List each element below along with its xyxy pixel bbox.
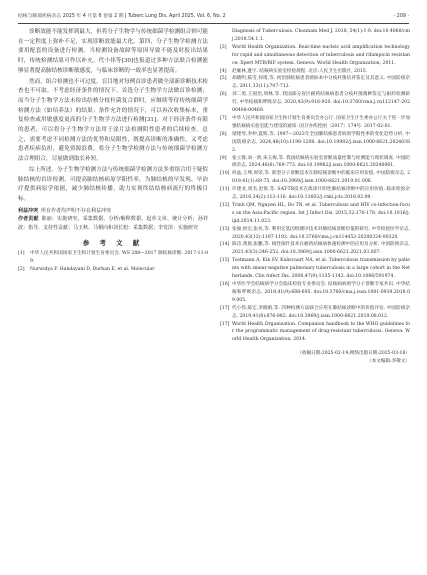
reference-item <box>220 241 410 257</box>
received-dates: （收稿日期:2025-02-19;网络出版日期:2025-03-18） <box>297 351 410 357</box>
reference-text: Diagnosis of Tuberculosis. Chonnam Med J. 2018, 54(1):1-9. doi:10.4068/cmj.2018.54.1.1. <box>232 29 410 42</box>
reference-item <box>220 281 410 305</box>
reference-number: [7] <box>220 115 227 121</box>
reference-item <box>220 202 410 226</box>
reference-text: 何晶,王坤,周荣,等. 新型分子诊断技术在肺结核诊断中的临床应用价值. 中国防痨杂志, 2019,41(1):69-75. doi:10.3969/j.issn.1000-6621.2019.01.006. <box>232 171 410 185</box>
author-contributions <box>18 215 208 232</box>
reference-text: 张俊,侯宏,张亮,等. 利用宏基因组测序技术对肺结核诊断价值的研究. 中华检验医学杂志, 2020,43(12):1187-1192. doi:10.3760/cma.j.cn114452-20200324-00320. <box>232 226 410 240</box>
reference-number: [9] <box>220 155 227 161</box>
reference-text: 中华医学会结核病学分会临床检验专业委员会. 结核病病原学分子诊断专家共识. 中华结核和呼吸杂志, 2018,41(9):688-695. doi:10.3760/cma.j.issn.1001-0939.2018.09.005. <box>232 282 410 303</box>
reference-text: 中华人民共和国国家卫生和计划生育委员会办公厅. 国家卫生计生委办公厅关于进一步加强结核病实验室能力建设的通知. 国卫办疾控函〔2017〕174号. 2017-02-01. <box>232 115 410 129</box>
conflict-of-interest <box>18 207 208 216</box>
reference-number: [15] <box>220 258 230 264</box>
reference-item <box>220 321 410 345</box>
reference-item <box>220 226 410 242</box>
reference-number: [5] <box>220 76 227 82</box>
reference-number: [17] <box>220 321 230 327</box>
body-paragraph: 然而，组合检测也不可过度，盲目地对每例首诊患者做全部新诊断技术检查也不可取。不考虑经济条件的情况下，首选分子生物学方法做首诊检测；而当分子生物学方法未检出结核分枝杆菌复合群时，应继续等待传统细菌学检测方法（如培养法）的结果；条件允许的情况下，可以再次收集标本，重复检查或用敏感度更高的分子生物学方法进行检测[31]。对于经济条件有限的患者，可以将分子生物学方法用于涂片法检测阴性患者的后续检查。总之，需要考虑不同检测方法的优势和局限性，既提高诊断的准确性，又考虑患者疾病负担，避免资源浪费。将分子生物学检测方法与传统细菌学检测方法合理组合，尽量做到取长补短。 <box>18 78 208 163</box>
reference-item <box>220 257 410 281</box>
reference-text: 赵雁林,逢宇. 结核病实验室检验规程. 北京:人民卫生出版社, 2015. <box>232 68 368 74</box>
reference-item <box>220 91 410 115</box>
reference-text: 许建业,周杰,赵蓉,等. SAT-TB技术在痰涂片阴性肺结核诊断中的应用价值. 临床检验杂志, 2016,34(2):113-116. doi:10.13602/j.cnki.jcls.2016.02.09. <box>232 187 410 201</box>
reference-item <box>220 170 410 186</box>
reference-item <box>220 305 410 321</box>
left-column <box>18 28 208 563</box>
reference-number: [6] <box>220 92 227 98</box>
reference-item <box>18 250 208 266</box>
reference-number <box>220 28 232 44</box>
credit-label: 利益冲突 <box>18 207 39 214</box>
reference-text: 刘二勇,王国治,周林,等. 我国部分省区耐药结核病患者分枝杆菌菌种鉴定与耐药检测研究. 中华结核和呼吸杂志, 2020,43(9):916-920. doi:10.3760/cma.j.cn112147-20200408-00469. <box>232 92 410 114</box>
right-column <box>220 28 410 563</box>
reference-text: 张立群,刘一典,朱玉梅,等. 我国结核病实验室诊断质量控制与检测能力现状调查. 中国防痨杂志, 2024,46(6):769-773. doi:10.19982/j.issn.1000-6621.20240061. <box>232 155 410 169</box>
reference-number: [13] <box>220 226 230 232</box>
reference-item <box>220 155 410 171</box>
reference-text: Tostmann A, Kik SV, Kalisvaart NA, et al. Tuberculosis transmission by patients with smear-negative pulmonary tuberculosis in a large cohort in the Netherlands. Clin Infect Dis, 2008,47(9):1135-1142. doi:10.1086/591974. <box>232 258 410 280</box>
reference-text: 代小伟,陈宏,李晓娟,等. 四种检测方法联合应用在肺结核诊断中的价值评估. 中国防痨杂志, 2019,41(8):876-882. doi:10.3969/j.issn.1000-6621.2019.08.012. <box>232 305 410 319</box>
reference-text: 陈诗,黄晨,张鹏,等. 线性探针技术在耐药结核病快速检测中的应用及分析. 中国防痨杂志, 2021,43(3):246-252. doi:10.3969/j.issn.1000-6621.2021.03.007. <box>232 242 410 256</box>
reference-list-left <box>18 250 208 274</box>
body-paragraph: 诊断效能不能发挥到最大，但将分子生物学与传统细菌学检测组合则可能在一定程度上弥补不足，实现诊断效能最大化。第四，分子生物学检测方法要用配套的设备进行检测。当检测设备故障等原因导致不能及时报出结果时，传统检测结果可作以补充。代小伟等[30]也报道过多种方法联合检测能够显著提高肺结核诊断敏感度，与临床诊断的一致率也显著提高。 <box>18 29 208 74</box>
reference-item <box>220 75 410 91</box>
reference-item <box>18 266 208 274</box>
reference-item <box>220 68 410 76</box>
reference-number: [10] <box>220 171 230 177</box>
reference-number: [1] <box>18 251 25 257</box>
reference-number: [14] <box>220 242 230 248</box>
page-number: · 209 · <box>393 14 409 19</box>
header-rule <box>18 23 409 24</box>
reference-text: Trinh QM, Nguyen HL, Do TN, et al. Tuberculosis and HIV co-infection-focus on the Asia-Pacific region. Int J Infect Dis, 2015,32:170-178. doi:10.1016/j.ijid.2014.11.023. <box>232 202 410 224</box>
reference-number: [16] <box>220 282 230 287</box>
reference-list-right <box>220 28 410 344</box>
reference-number: [11] <box>220 187 230 193</box>
reference-number: [12] <box>220 202 230 208</box>
reference-item <box>220 131 410 155</box>
credit-text: 所有作者均声明不存在利益冲突 <box>41 207 112 214</box>
running-header <box>18 12 409 22</box>
article-credits <box>18 207 208 233</box>
editor-note: （本文编辑:李敬文） <box>367 359 410 365</box>
reference-item <box>220 44 410 68</box>
reference-text: World Health Organization. Real-time nucleic acid amplification technology for rapid and simultaneous detection of tuberculosis and rifampicin resistance: Xpert MTB/RIF system. Geneva: World Health Organization, 2011. <box>232 44 410 66</box>
reference-text: World Health Organization. Companion handbook to the WHO guidelines for the programmatic management of drug-resistant tuberculosis. Geneva: World Health Organization, 2014. <box>232 321 410 343</box>
references-heading: 参 考 文 献 <box>82 239 144 248</box>
reference-number: [4] <box>220 68 227 74</box>
reference-number: [8] <box>220 131 227 137</box>
article-dates-note <box>220 350 410 366</box>
reference-item <box>220 28 410 44</box>
reference-text: 中华人民共和国国家卫生和计划生育委员会. WS 288—2017 肺结核诊断. 2017-11-09. <box>30 251 208 265</box>
reference-text: Nurwidya F, Handayani D, Burhan E, et al. Molecular <box>30 267 155 273</box>
reference-number: [3] <box>220 44 227 50</box>
reference-number: [17] <box>220 305 230 311</box>
reference-number: [2] <box>18 267 25 273</box>
journal-title: 结核与肺部疾病杂志 2025 年 4 月第 6 卷第 2 期 J Tuberc Lung Dis, April 2025, Vol. 6, No. 2 <box>18 14 226 19</box>
credit-text: 陈丽：实施研究、采集数据、分析/解释数据、起草文章、统计分析；孙祥波：指导、支持性贡献；马玉秋、马桐向和刘长旭：采集数据；李发滨：实施研究 <box>18 216 208 231</box>
credit-label: 作者贡献 <box>18 216 39 223</box>
reference-item <box>220 115 410 131</box>
reference-text: 梁建琴,李仲,夏辉,等. 1997—2023年全国肺结核患者病原学阳性率的变化趋势分析. 中国防痨杂志, 2024,46(10):1198-1208. doi:10.19982/j.issn.1000-6621.20240382. <box>232 131 410 153</box>
reference-item <box>220 186 410 202</box>
reference-text: 胡晓明,陈雪,何琦,等. 初治肺结核患者痰标本中分枝杆菌培养鉴定及其意义. 中国防痨杂志, 2011,33(11):707-712. <box>232 76 410 90</box>
body-paragraph: 综上所述，分子生物学检测方法与传统细菌学检测方法多重组合用于疑似肺结核的首诊检测，可提高肺结核病原学阳性率，为肺结核的早发现、早治疗提供病原学依据，减少肺结核传播，助力实现终结结核病流行的终极目标。 <box>18 166 208 202</box>
